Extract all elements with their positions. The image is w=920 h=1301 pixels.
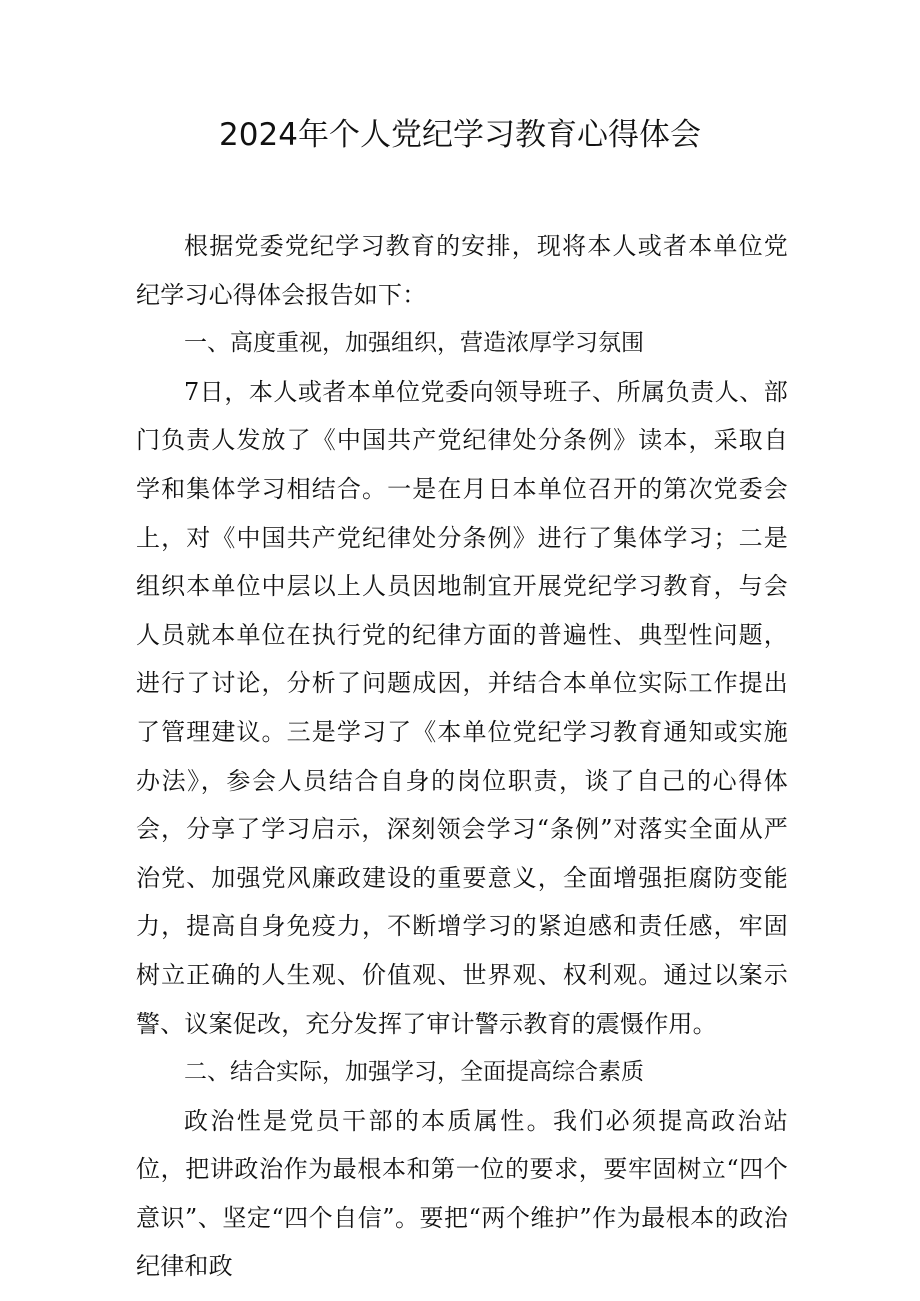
section-2-paragraph: 政治性是党员干部的本质属性。我们必须提高政治站位，把讲政治作为最根本和第一位的要求，要牢固树立“四个意识”、坚定“四个自信”。要把“两个维护”作为最根本的政治纪律和政 <box>136 1106 788 1281</box>
intro-paragraph: 根据党委党纪学习教育的安排，现将本人或者本单位党纪学习心得体会报告如下： <box>136 232 788 309</box>
section-1-heading: 一、高度重视，加强组织，营造浓厚学习氛围 <box>184 330 644 357</box>
document-body <box>136 222 788 1291</box>
section-1-paragraph: 7日，本人或者本单位党委向领导班子、所属负责人、部门负责人发放了《中国共产党纪律处分条例》读本，采取自学和集体学习相结合。一是在月日本单位召开的第次党委会上，对《中国共产党纪律处分条例》进行了集体学习；二是组织本单位中层以上人员因地制宜开展党纪学习教育，与会人员就本单位在执行党的纪律方面的普遍性、典型性问题，进行了讨论，分析了问题成因，并结合本单位实际工作提出了管理建议。三是学习了《本单位党纪学习教育通知或实施办法》，参会人员结合自身的岗位职责，谈了自己的心得体会，分享了学习启示，深刻领会学习“条例”对落实全面从严治党、加强党风廉政建设的重要意义，全面增强拒腐防变能力，提高自身免疫力，不断增学习的紧迫感和责任感，牢固树立正确的人生观、价值观、世界观、权利观。通过以案示警、议案促改，充分发挥了审计警示教育的震慑作用。 <box>136 377 788 1038</box>
document-title: 2024年个人党纪学习教育心得体会 <box>219 117 701 153</box>
section-2-heading: 二、结合实际，加强学习，全面提高综合素质 <box>184 1059 644 1086</box>
